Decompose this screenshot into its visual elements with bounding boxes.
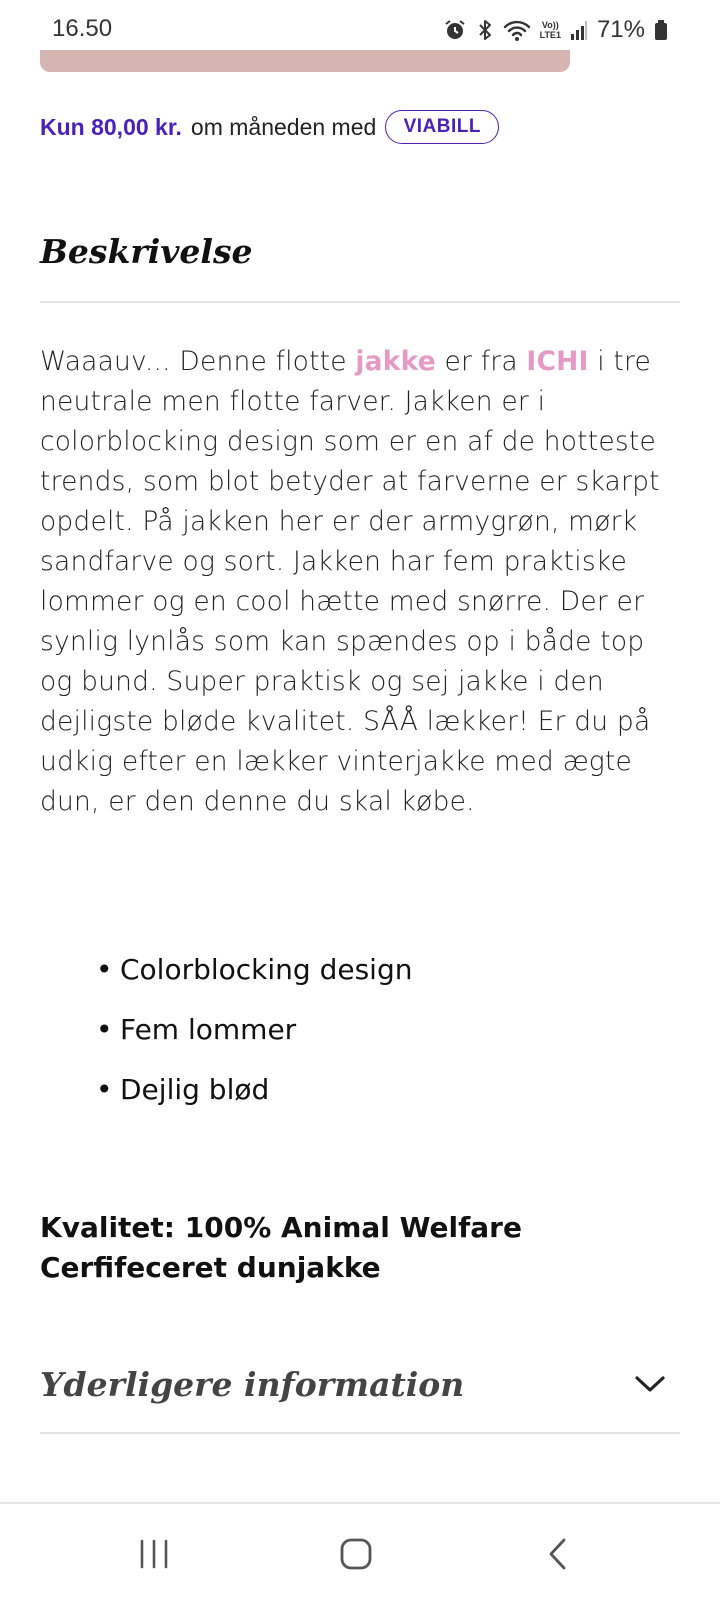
- volte-line1: Vo)): [541, 20, 559, 30]
- description-text: [40, 342, 680, 822]
- divider: [40, 1432, 680, 1434]
- volte-indicator: [540, 20, 561, 40]
- list-item: • Dejlig blød: [96, 1060, 412, 1120]
- additional-info-heading: Yderligere information: [40, 1364, 465, 1404]
- description-heading: Beskrivelse: [40, 232, 253, 271]
- signal-icon: [570, 18, 588, 42]
- home-button[interactable]: [334, 1532, 378, 1576]
- add-to-cart-button-remnant[interactable]: [40, 50, 570, 72]
- bluetooth-icon: [476, 18, 494, 42]
- recent-apps-button[interactable]: [132, 1532, 176, 1576]
- quality-text: Kvalitet: 100% Animal Welfare Cerfifeceret dunjakke: [40, 1211, 522, 1284]
- divider: [40, 301, 680, 303]
- volte-line2: LTE1: [539, 30, 561, 40]
- back-icon: [544, 1536, 572, 1572]
- status-time: 16.50: [52, 15, 113, 42]
- list-item: • Fem lommer: [96, 1000, 412, 1060]
- back-button[interactable]: [536, 1532, 580, 1576]
- home-icon: [338, 1536, 374, 1572]
- alarm-icon: [443, 18, 467, 42]
- description-text-part: Waaauv... Denne flotte: [40, 346, 356, 377]
- battery-percent: 71%: [596, 16, 645, 43]
- description-text-part: er fra: [435, 346, 527, 377]
- financing-info: [40, 110, 499, 144]
- additional-info-accordion[interactable]: [40, 1354, 680, 1414]
- description-text-part: i tre neutrale men flotte farver. Jakken er i colorblocking design som er en af de hotteste trends, som blot betyder at farverne er skarpt opdelt. På jakken her er der armygrøn, mørk sandfarve og sort. Jakken har fem praktiske lommer og en cool hætte med snørre. Der er synlig lynlås som kan spændes op i både top og bund. Super praktisk og sej jakke i den dejligste bløde kvalitet. SÅÅ lækker! Er du på udkig efter en lækker vinterjakke med ægte dun, er den denne du skal købe.: [40, 346, 660, 817]
- status-icons: [443, 16, 668, 44]
- navigation-bar: [0, 1502, 720, 1600]
- chevron-down-icon[interactable]: [634, 1374, 666, 1394]
- wifi-icon: [503, 18, 531, 42]
- financing-text: om måneden med: [190, 113, 377, 140]
- recent-apps-icon: [136, 1538, 172, 1570]
- feature-list: [96, 940, 412, 1120]
- ichi-brand-link[interactable]: ICHI: [526, 346, 589, 377]
- jakke-link[interactable]: jakke: [355, 346, 436, 377]
- battery-icon: [654, 18, 668, 42]
- viabill-logo[interactable]: VIABILL: [385, 110, 499, 144]
- financing-amount: Kun 80,00 kr.: [40, 113, 182, 140]
- list-item: • Colorblocking design: [96, 940, 412, 1000]
